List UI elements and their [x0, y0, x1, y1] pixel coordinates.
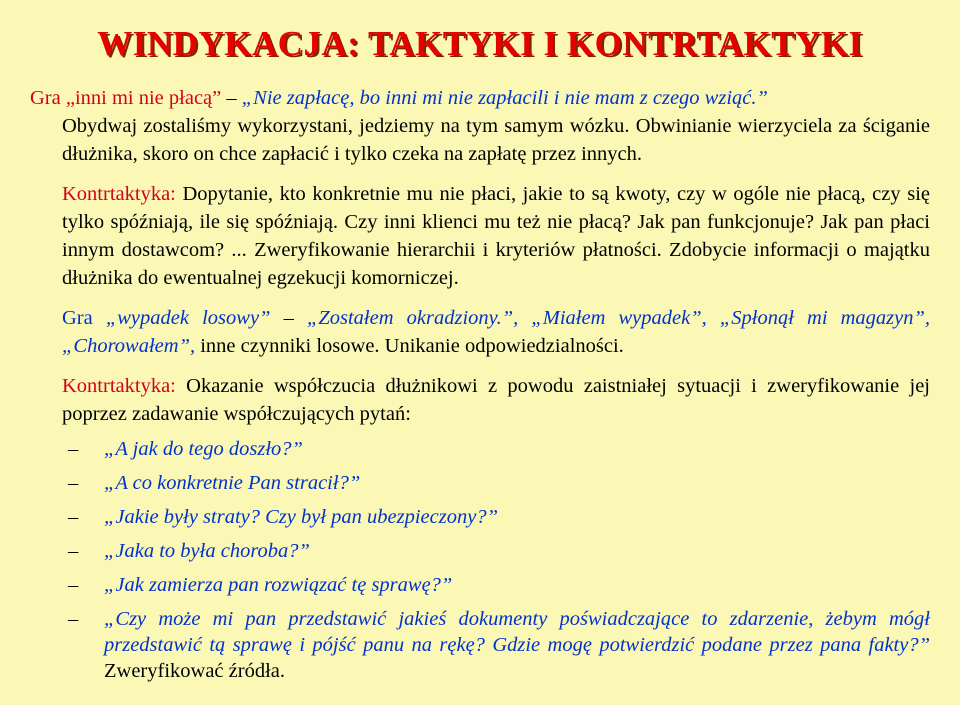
gra-label: Gra	[62, 307, 93, 329]
list-item	[62, 436, 930, 462]
dash-icon: –	[68, 540, 79, 562]
gra-claim: „Nie zapłacę, bo inni mi nie zapłacili i nie mam z czego wziąć.”	[241, 87, 768, 109]
question-text: „A jak do tego doszło?”	[104, 438, 303, 460]
question-text: „Czy może mi pan przedstawić jakieś dokumenty poświadczające to zdarzenie, żebym mógł przedstawić tą sprawę i pójść panu na rękę? Gdzie mogę potwierdzić podane przez pana fakty?”	[104, 608, 930, 656]
question-text: „Jak zamierza pan rozwiązać tę sprawę?”	[104, 574, 453, 596]
question-text: „Jaka to była choroba?”	[104, 540, 310, 562]
kontrtaktyka-body: Dopytanie, kto konkretnie mu nie płaci, jakie to są kwoty, czy w ogóle nie płacą, czy się tylko spóźniają, ile się spóźniają. Czy inni klienci mu też nie płacą? Jak pan funkcjonuje? Jak pan płaci innym dostawcom? ... Zweryfikowanie hierarchii i kryteriów płatności. Zdobycie informacji o majątku dłużnika do ewentualnej egzekucji komorniczej.	[62, 183, 931, 289]
gra-label: Gra	[30, 87, 61, 109]
list-item	[62, 504, 930, 530]
slide-title: WINDYKACJA: TAKTYKI I KONTRTAKTYKI	[97, 24, 863, 63]
list-item	[62, 470, 930, 496]
gra-quote: „wypadek losowy”	[105, 307, 271, 329]
paragraph-kontrtaktyka-1	[62, 180, 930, 292]
dash-icon: –	[68, 608, 79, 630]
gra-examples: „Zostałem okradziony.”, „Miałem wypadek”, „Spłonął mi magazyn”, „Chorowałem”,	[62, 307, 931, 357]
question-text: „Jakie były straty? Czy był pan ubezpieczony?”	[104, 506, 498, 528]
paragraph-kontrtaktyka-2	[62, 372, 930, 428]
gra-dash: –	[283, 307, 294, 329]
question-text: „A co konkretnie Pan stracił?”	[104, 472, 361, 494]
dash-icon: –	[68, 438, 79, 460]
gra-tail: inne czynniki losowe. Unikanie odpowiedzialności.	[200, 335, 624, 357]
dash-icon: –	[68, 506, 79, 528]
question-list	[62, 436, 930, 684]
list-item	[62, 572, 930, 598]
dash-icon: –	[68, 472, 79, 494]
dash-icon: –	[68, 574, 79, 596]
kontrtaktyka-body: Okazanie współczucia dłużnikowi z powodu zaistniałej sytuacji i zweryfikowanie jej poprzez zadawanie współczujących pytań:	[62, 375, 930, 425]
gra-quote: „inni mi nie płacą”	[65, 87, 222, 109]
kontrtaktyka-label: Kontrtaktyka:	[62, 183, 176, 205]
gra-dash: –	[226, 87, 237, 109]
kontrtaktyka-label: Kontrtaktyka:	[62, 375, 176, 397]
question-tail: Zweryfikować źródła.	[104, 660, 285, 682]
list-item	[62, 538, 930, 564]
gra-body: Obydwaj zostaliśmy wykorzystani, jedziemy na tym samym wózku. Obwinianie wierzyciela za ściganie dłużnika, skoro on chce zapłacić i tylko czeka na zapłatę przez innych.	[62, 115, 930, 165]
paragraph-gra-wypadek	[62, 304, 930, 360]
list-item	[62, 606, 930, 684]
paragraph-gra-inni	[30, 84, 930, 168]
